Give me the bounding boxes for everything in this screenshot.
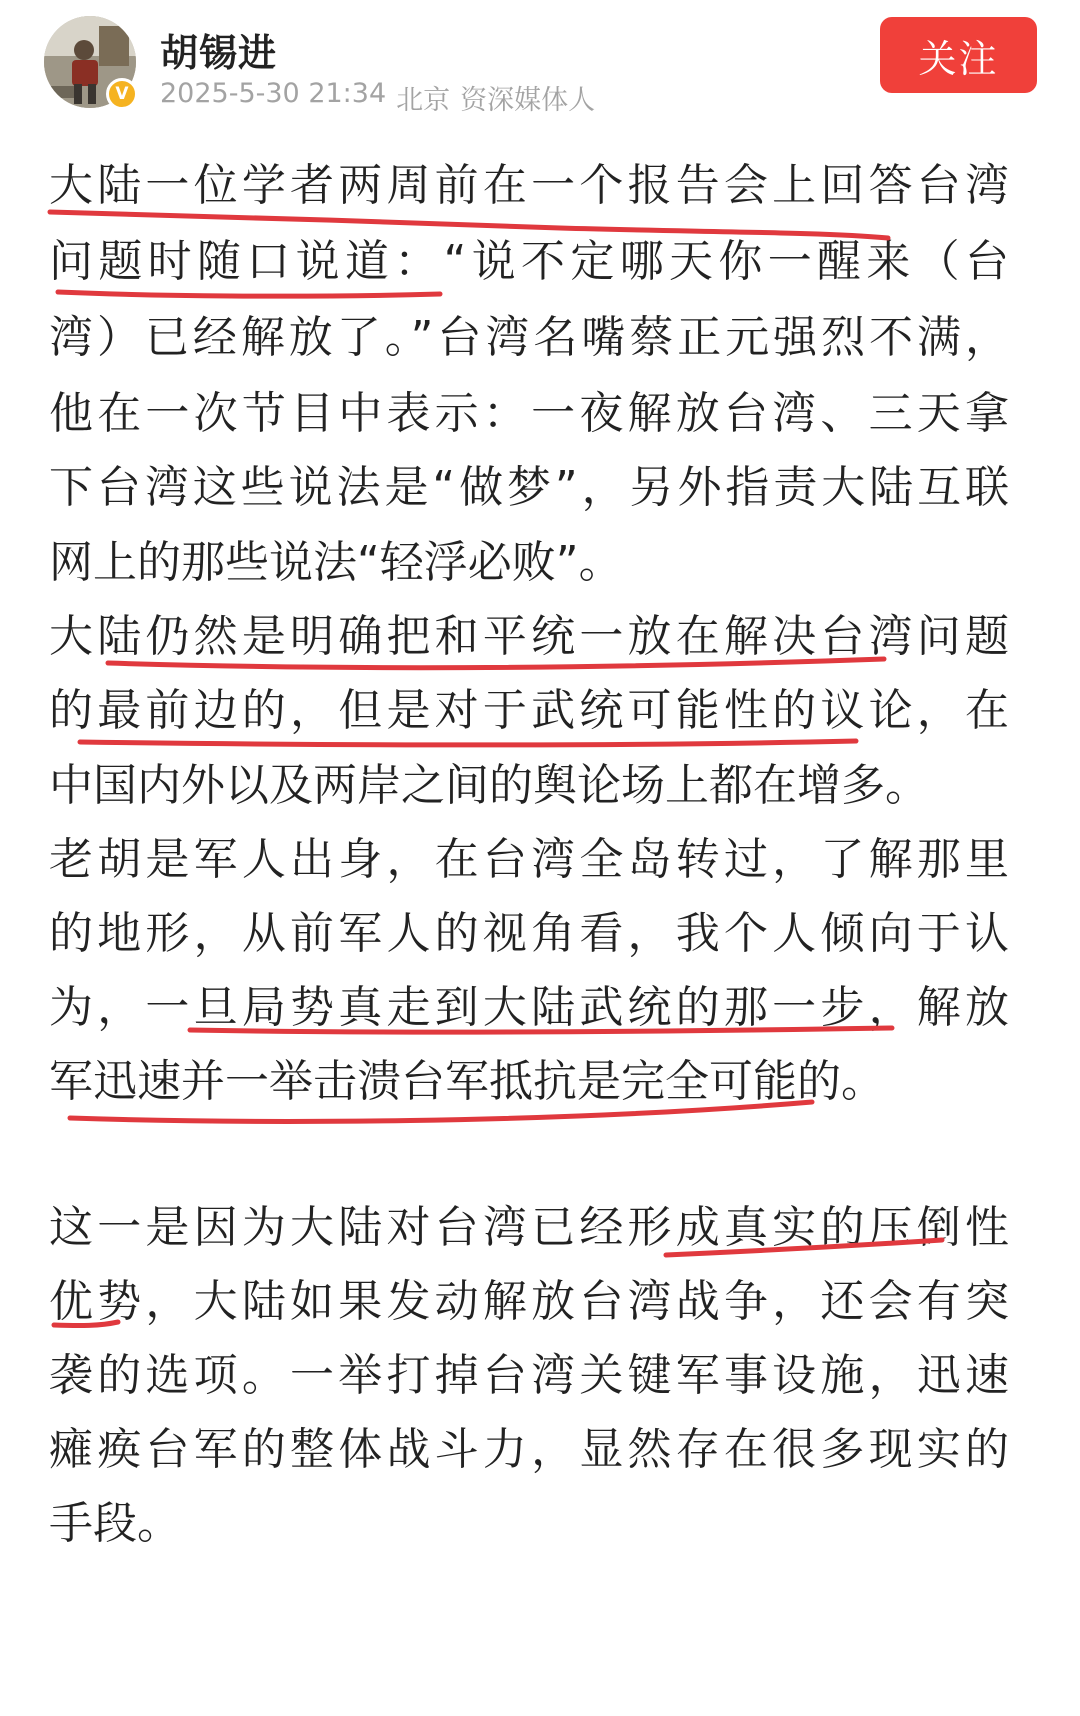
- post-line: 的最前边的，但是对于武统可能性的议论，在: [49, 685, 1009, 736]
- post-line: 中国内外以及两岸之间的舆论场上都在增多。: [49, 760, 929, 811]
- user-tag: 资深媒体人: [460, 85, 596, 116]
- post-line: 他在一次节目中表示：一夜解放台湾、三天拿: [49, 388, 1009, 439]
- post-line: 网上的那些说法“轻浮必败”。: [49, 537, 623, 588]
- post-line: 为，一旦局势真走到大陆武统的那一步，解放: [49, 982, 1009, 1033]
- follow-button[interactable]: 关注: [880, 17, 1037, 93]
- post-line: 袭的选项。一举打掉台湾关键军事设施，迅速: [49, 1350, 1009, 1401]
- post-line: 手段。: [49, 1498, 181, 1549]
- post-line: 大陆仍然是明确把和平统一放在解决台湾问题: [49, 611, 1009, 662]
- post-timestamp: 2025-5-30 21:34: [160, 78, 387, 109]
- verified-v-icon: V: [106, 78, 138, 110]
- post-line: 这一是因为大陆对台湾已经形成真实的压倒性: [49, 1202, 1009, 1253]
- post-line: 下台湾这些说法是“做梦”，另外指责大陆互联: [49, 462, 1009, 513]
- username[interactable]: 胡锡进: [160, 31, 278, 75]
- post-line: 瘫痪台军的整体战斗力，显然存在很多现实的: [49, 1424, 1009, 1475]
- post-line: 军迅速并一举击溃台军抵抗是完全可能的。: [49, 1056, 885, 1107]
- post-line: 问题时随口说道：“说不定哪天你一醒来（台: [49, 236, 1009, 287]
- post-location: 北京: [396, 85, 451, 116]
- post-line: 大陆一位学者两周前在一个报告会上回答台湾: [49, 160, 1009, 211]
- post-line: 的地形，从前军人的视角看，我个人倾向于认: [49, 908, 1009, 959]
- post-line: 老胡是军人出身，在台湾全岛转过，了解那里: [49, 834, 1009, 885]
- post-line: 优势，大陆如果发动解放台湾战争，还会有突: [49, 1276, 1009, 1327]
- post-line: 湾）已经解放了。”台湾名嘴蔡正元强烈不满，: [49, 312, 1009, 363]
